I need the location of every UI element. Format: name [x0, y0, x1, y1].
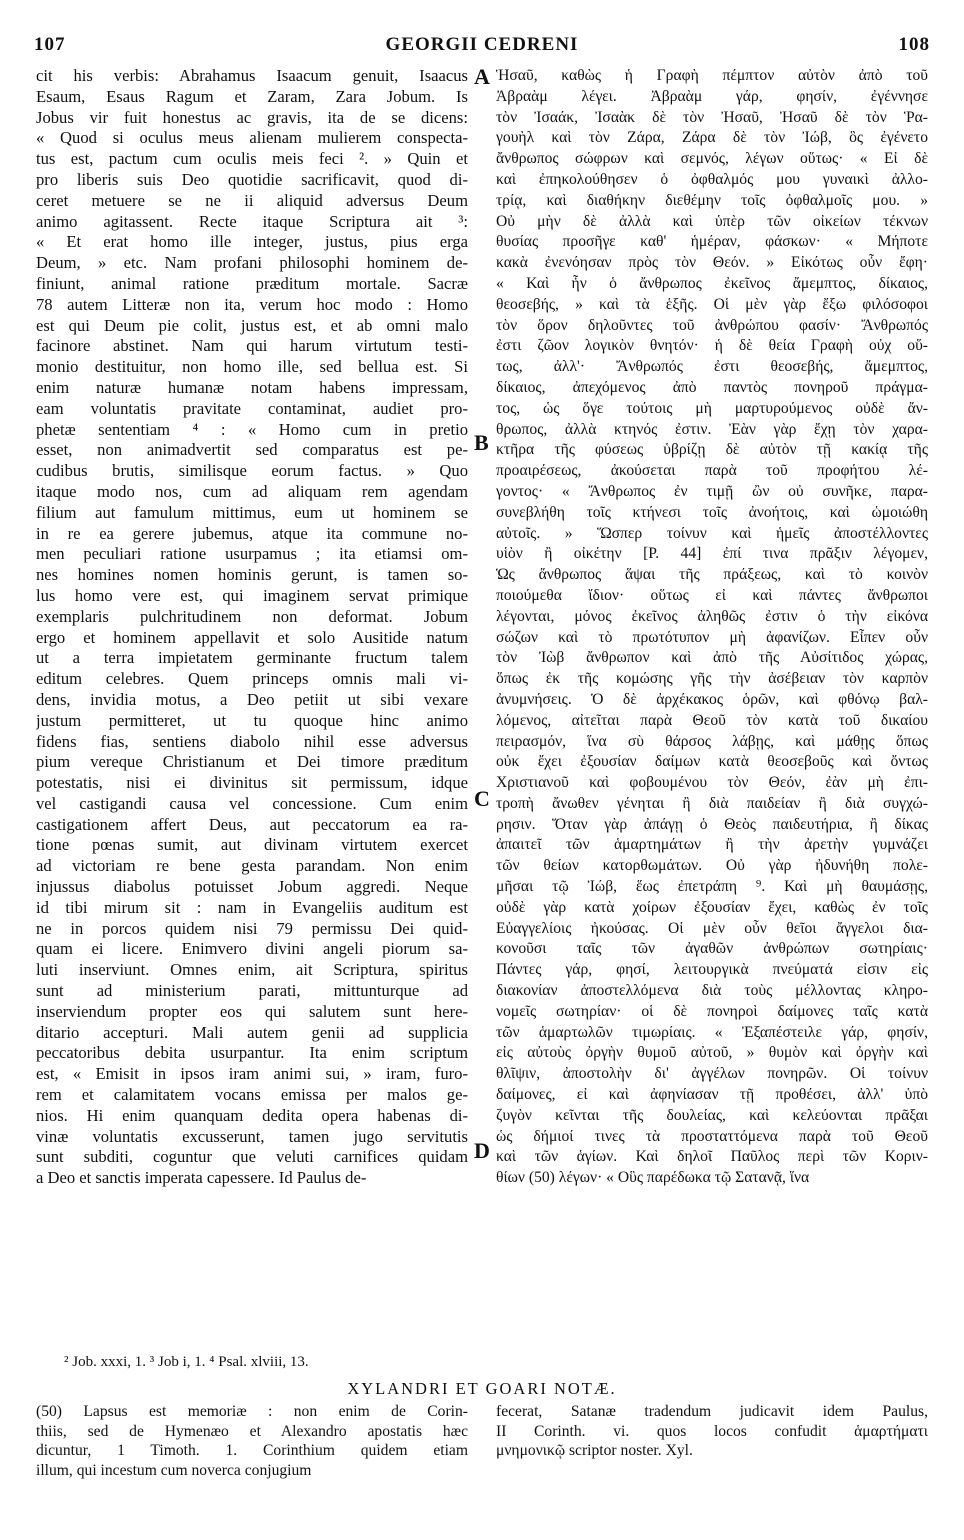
latin-text-line: luti inserviunt. Omnes enim, ait Scriptura, spiritus: [36, 960, 468, 980]
greek-text-line: δαίμονες, εἰ καὶ ἀφηνίασαν τῇ προθέσει, ἀλλ' ὑπὸ: [496, 1086, 928, 1104]
latin-text-line: Jobus vir fuit honestus ac gravis, ita de se dicens:: [36, 107, 468, 127]
greek-text-line: Οὐ μὴν δὲ ἀλλὰ καὶ ὑπὲρ τῶν οἰκείων τέκνων: [496, 212, 928, 230]
greek-text-line: ἀπαιτεῖ τῶν ἁμαρτημάτων ἢ τὴν ἀρετὴν γυμνάζει: [496, 836, 928, 854]
latin-text-line: cudibus brutis, similisque eorum factus. » Quo: [36, 461, 468, 481]
latin-text-line: exemplaris pulchritudinem non deformat. Jobum: [36, 606, 468, 626]
greek-text-line: ἀνυμνήσεις. Ὁ δὲ ἀρχέκακος ὁρῶν, καὶ φθόνῳ βαλ-: [496, 690, 928, 708]
footnotes: ² Job. xxxi, 1. ³ Job i, 1. ⁴ Psal. xlviii, 13.: [64, 1354, 309, 1370]
latin-text-line: lus homo vere est, qui imaginem servat primique: [36, 585, 468, 605]
latin-text-line: « Et erat homo ille integer, justus, pius erga: [36, 232, 468, 252]
greek-text-line: θλῖψιν, ἀποστολὴν δι' ἀγγέλων πονηρῶν. Οἱ τοίνυν: [496, 1065, 928, 1083]
page-number-left: 107: [34, 34, 66, 55]
latin-text-line: ceret metuere se ne ii aliquid adversus Deum: [36, 190, 468, 210]
latin-text-line: 78 autem Litteræ non ita, verum hoc modo : Homo: [36, 294, 468, 314]
notes-right-column: [496, 1402, 928, 1512]
greek-text-line: καὶ ἐπηκολούθησεν ὁ ὀφθαλμός μου γυναικὶ ἀλλο-: [496, 170, 928, 188]
greek-text-line: ὅπως ἐκ τῆς κομώσης γῆς τὴν ἀσέβειαν τὸν καρπὸν: [496, 670, 928, 688]
greek-text-line: εἰς αὐτοὺς ὀργὴν θυμοῦ αὐτοῦ, » θυμὸν καὶ ὀργὴν καὶ: [496, 1044, 928, 1062]
latin-text-line: sunt ad ministerium parati, mittunturque ad: [36, 981, 468, 1001]
greek-text-line: σώζων καὶ τὸ πρωτότυπον μὴ ἀφανίζων. Εἶπεν οὖν: [496, 628, 928, 646]
latin-text-line: ut a terra impietatem germinante fructum talem: [36, 648, 468, 668]
greek-text-line: Ὡς ἄνθρωπος ἅψαι τῆς πράξεως, καὶ τὸ κοινὸν: [496, 566, 928, 584]
latin-text-line: sunt subditi, coguntur que veluti carnifices quidam: [36, 1147, 468, 1167]
latin-text-line: id tibi mirum sit : nam in Evangeliis auditum est: [36, 897, 468, 917]
margin-letter-a: A: [474, 64, 490, 89]
greek-text-line: οὐδὲ γὰρ κατὰ χοίρων ἐξουσίαν ἔχει, καθὼς ἐν τοῖς: [496, 898, 928, 916]
greek-text-line: Πάντες γάρ, φησί, λειτουργικὰ πνεύματά εἰσιν εἰς: [496, 961, 928, 979]
greek-column: [496, 66, 928, 1366]
greek-text-line: Εὐαγγελίοις ἠκούσας. Οἱ μὲν οὖν θεῖοι ἄγγελοι δια-: [496, 919, 928, 937]
latin-text-line: quam ei licere. Enimvero divini angeli piorum sa-: [36, 939, 468, 959]
latin-text-line: fidens fias, sentiens diabolo nihil esse adversus: [36, 731, 468, 751]
latin-text-line: ergo et hominem appellavit et solo Ausitide natum: [36, 627, 468, 647]
greek-text-line: νομεῖς σωτηρίαν· οἱ δὲ πονηροὶ δαίμονες ταῖς κατὰ: [496, 1002, 928, 1020]
latin-text-line: castigationem affert Deus, aut peccatorum ea ra-: [36, 814, 468, 834]
greek-text-line: Ἡσαῦ, καθὼς ἡ Γραφὴ πέμπτον αὐτὸν ἀπὸ τοῦ: [496, 67, 928, 84]
latin-text-line: Esaum, Esaus Ragum et Zaram, Zara Jobum. Is: [36, 86, 468, 106]
latin-text-line: vel castigandi causa vel concessione. Cum enim: [36, 793, 468, 813]
latin-text-line: nios. Hi enim quanquam dedita opera habenas di-: [36, 1105, 468, 1125]
greek-text-line: ἄνθρωπος σώφρων καὶ σεμνός, λέγων οὕτως· « Εἰ δὲ: [496, 150, 928, 168]
greek-text-line: γοντος· « Ἄνθρωπος ἐν τιμῇ ὢν οὐ συνῆκε, παρα-: [496, 482, 928, 500]
latin-text-line: ne in porcos quidem nisi 79 permissu Dei quid-: [36, 918, 468, 938]
latin-text-line: cit his verbis: Abrahamus Isaacum genuit, Isaacus: [36, 66, 468, 85]
greek-text-line: λόμενος, αἰτεῖται παρὰ Θεοῦ τὸν κατὰ τοῦ δικαίου: [496, 711, 928, 729]
greek-text-line: θυσίας προσῆγε καθ' ἡμέραν, φάσκων· « Μήποτε: [496, 233, 928, 251]
greek-text-line: οὐκ ἔχει ἐξουσίαν δαίμων κατὰ θεοσεβοῦς καὶ ὄντως: [496, 753, 928, 771]
latin-text-line: ad victoriam re bene gesta parandam. Non enim: [36, 856, 468, 876]
greek-text-line: ποιούμεθα ἴδιον· οὕτως εἰ καὶ πάντες ἄνθρωποι: [496, 586, 928, 604]
latin-text-line: tione pœnas sumit, aut divinam virtutem exercet: [36, 835, 468, 855]
greek-text-line: αὐτοῖς. » Ὥσπερ τοίνυν καὶ ἡμεῖς ἀποστέλλοντες: [496, 524, 928, 542]
note-line: dicuntur, 1 Timoth. 1. Corinthium quidem etiam: [36, 1442, 468, 1459]
greek-text-line: συνεβλήθη τοῖς κτήνεσι τοῖς ἀνοήτοις, καὶ ὡμοιώθη: [496, 503, 928, 521]
greek-text-line: διακονίαν ἀποστελλόμενα διὰ τοὺς μέλλοντας κληρο-: [496, 982, 928, 1000]
latin-text-line: dens, invidia motus, a Deo petiit ut sibi vexare: [36, 689, 468, 709]
greek-text-line: τὸν Ἰὼβ ἄνθρωπον καὶ ἀπὸ τῆς Αὐσίτιδος χώρας,: [496, 649, 928, 667]
latin-text-line: in re ea gerere jubemus, atque ita commune no-: [36, 523, 468, 543]
latin-text-line: tus est, pactum cum oculis meis feci ². » Quin et: [36, 149, 468, 169]
latin-text-line: inserviendum propter eos qui salutem sunt here-: [36, 1001, 468, 1021]
greek-text-line: κακὰ ἐνενόησαν πρὸς τὸν Θεόν. » Εἰκότως οὖν ἔφη·: [496, 254, 928, 272]
greek-text-line: τῶν ἁμαρτωλῶν τιμωρίαις. « Ἐξαπέστειλε γάρ, φησίν,: [496, 1023, 928, 1041]
greek-text-line: μῆσαι τῷ Ἰώβ, ἕως ἐπετράπη ⁹. Καὶ μὴ θαυμάσῃς,: [496, 878, 928, 896]
latin-text-line: eam voluntatis pravitate contaminat, audiet pro-: [36, 398, 468, 418]
latin-text-line: filium aut famulum mittimus, eum ut hominem se: [36, 502, 468, 522]
greek-text-line: γουὴλ καὶ τὸν Ζάρα, Ζάρα δὲ τὸν Ἰώβ, ὃς ἐγένετο: [496, 129, 928, 147]
greek-text-line: τρίᾳ, καὶ διαθήκην διεθέμην τοῖς ὀφθαλμοῖς μου. »: [496, 191, 928, 209]
latin-text-line: rem et calamitatem vocans emissa per malos ge-: [36, 1085, 468, 1105]
notes-left-column: [36, 1402, 468, 1512]
latin-text-line: Deum, » etc. Nam profani philosophi hominem de-: [36, 253, 468, 273]
margin-letter-d: D: [474, 1138, 490, 1163]
latin-text-line: monio destituitur, non homo ille, sed bellua est. Si: [36, 357, 468, 377]
notes-title: XYLANDRI ET GOARI NOTÆ.: [347, 1379, 617, 1398]
greek-text-line: τως, ἀλλ'· Ἄνθρωπός ἐστι θεοσεβής, ἄμεμπτος,: [496, 358, 928, 376]
latin-text-line: editum celebres. Quem princeps omnis mali vi-: [36, 669, 468, 689]
note-line: illum, qui incestum cum noverca conjugium: [36, 1461, 312, 1479]
latin-text-line: esset, non animadvertit sed comparatus est pe-: [36, 440, 468, 460]
greek-text-line: τῶν θείων κατορθωμάτων. Οὐ γὰρ ἠδυνήθη πολε-: [496, 857, 928, 875]
latin-text-line: peccatoribus debita usurpantur. Ita enim scriptum: [36, 1043, 468, 1063]
latin-text-line: finiunt, animal ratione præditum mortale. Sacræ: [36, 273, 468, 293]
greek-text-line: ζυγὸν κεῖνται τῆς δουλείας, καὶ κελεύονται πρᾶξαι: [496, 1106, 928, 1124]
greek-text-line: « Καὶ ἦν ὁ ἄνθρωπος ἐκεῖνος ἄμεμπτος, δίκαιος,: [496, 274, 928, 292]
note-line: thiis, sed de Hymenæo et Alexandro apostatis hæc: [36, 1422, 468, 1440]
latin-text-line: vinæ voluntatis excusserunt, tamen jugo servitutis: [36, 1126, 468, 1146]
greek-text-line: ἐστι ζῶον λογικὸν θνητόν· ἡ δὲ θεία Γραφὴ οὐχ οὕ-: [496, 337, 928, 355]
greek-text-line: υἱὸν ἢ οἰκέτην [P. 44] ἐπί τινα πρᾶξιν λέγομεν,: [496, 545, 928, 563]
latin-text-line: est, « Emisit in ipsos iram animi sui, » iram, furo-: [36, 1064, 468, 1084]
latin-text-line: a Deo et sanctis imperata capessere. Id Paulus de-: [36, 1168, 367, 1188]
greek-text-line: τὸν ὅρον δηλοῦντες τοῦ ἀνθρώπου φασίν· Ἄνθρωπός: [496, 316, 928, 334]
note-line: μνημονικῷ scriptor noster. Xyl.: [496, 1442, 693, 1459]
latin-text-line: justum permitteret, ut tu quoque hinc animo: [36, 710, 468, 730]
latin-text-line: pium vereque Christianum et Dei timore præditum: [36, 752, 468, 772]
greek-text-line: θεοσεβής, » καὶ τὰ ἑξῆς. Οἱ μὲν γὰρ ἔξω φιλόσοφοι: [496, 295, 928, 313]
latin-text-line: facinore abstinet. Nam qui harum virtutum testi-: [36, 336, 468, 356]
greek-text-line: τος, ὡς ὅγε τούτοις μὴ μαρτυρούμενος οὐδὲ ἄν-: [496, 399, 928, 417]
latin-text-line: phetæ sententiam ⁴ : « Homo cum in pretio: [36, 419, 468, 439]
greek-text-line: Χριστιανοῦ καὶ φοβουμένου τὸν Θεόν, ἐὰν μὴ ἐπι-: [496, 774, 928, 792]
latin-text-line: enim naturæ humanæ notam habens impressam,: [36, 377, 468, 397]
greek-text-line: κτῆρα τῆς φύσεως ὑβρίζῃ δὲ αὐτὸν τῇ κακίᾳ τῆς: [496, 441, 928, 459]
margin-letter-c: C: [474, 786, 490, 811]
greek-text-line: τροπὴ ἄνωθεν γένηται ἢ διὰ παιδείαν ἢ διὰ συγχώ-: [496, 794, 928, 812]
greek-text-line: τὸν Ἰσαάκ, Ἰσαὰκ δὲ τὸν Ἠσαῦ, Ἠσαῦ δὲ τὸν Ῥα-: [496, 108, 928, 126]
latin-text-line: est qui Deum pie colit, justus est, et ab omni malo: [36, 315, 468, 335]
latin-column: [36, 66, 468, 1366]
latin-text-line: ditario accepturi. Mali autem genii ad supplicia: [36, 1022, 468, 1042]
greek-text-line: πειρασμόν, ἵνα σὺ θάρσος λάβῃς, καὶ μάθῃς ὅπως: [496, 732, 928, 750]
latin-text-line: itaque modo nos, cum ad aliquam rem agendam: [36, 481, 468, 501]
running-header: [34, 34, 930, 60]
note-line: (50) Lapsus est memoriæ : non enim de Corin-: [36, 1403, 468, 1420]
margin-letter-b: B: [474, 430, 489, 455]
greek-text-line: κονοῦσι ταῖς τῶν ἀγαθῶν ἀνθρώπων σωτηρίαις·: [496, 940, 928, 958]
page-number-right: 108: [898, 34, 930, 55]
greek-text-line: προαιρέσεως, ἀκούσεται παρὰ τοῦ προφήτου λέ-: [496, 462, 928, 480]
greek-text-line: λέγονται, μόνος ἐκεῖνος ἀληθῶς ἐστιν ὁ τὴν εἰκόνα: [496, 607, 928, 625]
latin-text-line: « Quod si oculus meus alienam mulierem conspecta-: [36, 128, 468, 148]
greek-text-line: ὡς δήμιοί τινες τὰ προσταττόμενα παρὰ τοῦ Θεοῦ: [496, 1127, 928, 1145]
latin-text-line: potestatis, nisi ei divinitus sit permissum, idque: [36, 773, 468, 793]
greek-text-line: δίκαιος, ἀπεχόμενος ἀπὸ παντὸς πονηροῦ πράγμα-: [496, 378, 928, 396]
greek-text-line: θίων (50) λέγων· « Οὓς παρέδωκα τῷ Σατανᾷ, ἵνα: [496, 1169, 810, 1187]
greek-text-line: Ἀβραὰμ λέγει. Ἀβραὰμ γάρ, φησίν, ἐγέννησε: [496, 87, 928, 105]
greek-text-line: καὶ τῶν ἁγίων. Καὶ δηλοῖ Παῦλος περὶ τῶν Κοριν-: [496, 1148, 928, 1166]
note-line: II Corinth. vi. quos locos confudit ἁμαρτήματι: [496, 1422, 928, 1440]
latin-text-line: injussus diabolus potuisset Jobum aggredi. Neque: [36, 877, 468, 897]
running-title: GEORGII CEDRENI: [385, 34, 579, 55]
greek-text-line: ρησιν. Ὅταν γὰρ ἀπάγῃ ὁ Θεὸς παιδευτήρια, ἢ δίκας: [496, 815, 928, 833]
greek-text-line: θρωπος, ἀλλὰ κτηνός ἐστιν. Ἐὰν γὰρ ἔχῃ τὸν χαρα-: [496, 420, 928, 438]
latin-text-line: men peculiari ratione usurpamus ; ita etiamsi om-: [36, 544, 468, 564]
latin-text-line: nes homines nomen hominis gerunt, is tamen so-: [36, 565, 468, 585]
note-line: fecerat, Satanæ tradendum judicavit idem Paulus,: [496, 1403, 928, 1420]
latin-text-line: pro liberis suis Deo quotidie sacrificavit, quod di-: [36, 169, 468, 189]
latin-text-line: animo agitassent. Recte itaque Scriptura ait ³:: [36, 211, 468, 231]
